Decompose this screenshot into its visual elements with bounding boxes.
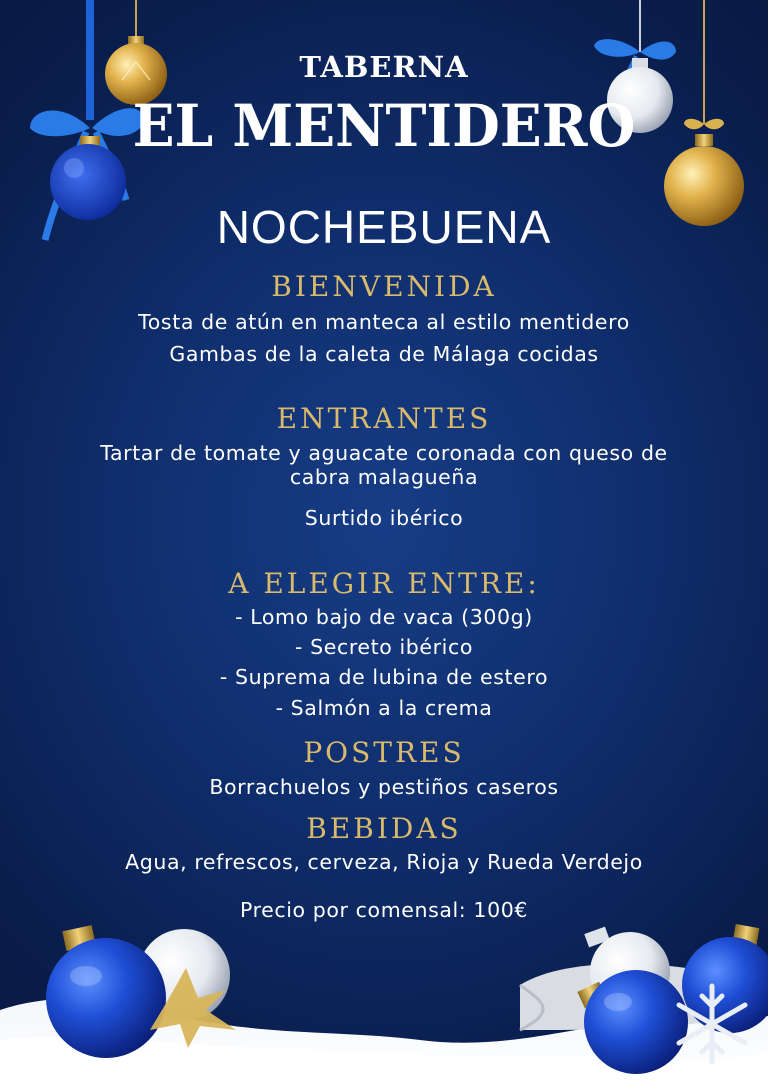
menu-item: Gambas de la caleta de Málaga cocidas [169,342,599,366]
event-title: NOCHEBUENA [216,201,552,253]
menu-item: Agua, refrescos, cerveza, Rioja y Rueda Verdejo [125,850,643,874]
price-text: Precio por comensal: 100€ [239,898,529,922]
menu-item: Surtido ibérico [304,506,464,530]
brand-subtitle: TABERNA [299,50,469,84]
menu-item: Borrachuelos y pestiños caseros [209,775,559,799]
blue-ornament-icon [46,925,166,1058]
section-title-postres: POSTRES [303,736,465,769]
section-title-a-elegir: A ELEGIR ENTRE: [228,567,540,600]
brand-name: EL MENTIDERO [132,91,636,160]
section-title-bebidas: BEBIDAS [306,812,462,845]
menu-item: - Secreto ibérico [295,635,473,659]
menu-item: Tosta de atún en manteca al estilo mentidero [138,310,630,334]
section-title-entrantes: ENTRANTES [276,402,492,435]
menu-item: - Suprema de lubina de estero [219,665,549,689]
section-title-bienvenida: BIENVENIDA [271,270,497,303]
menu-item: - Salmón a la crema [275,696,493,720]
menu-item: - Lomo bajo de vaca (300g) [235,605,533,629]
menu-item: Tartar de tomate y aguacate coronada con queso de cabra malagueña [100,441,668,489]
